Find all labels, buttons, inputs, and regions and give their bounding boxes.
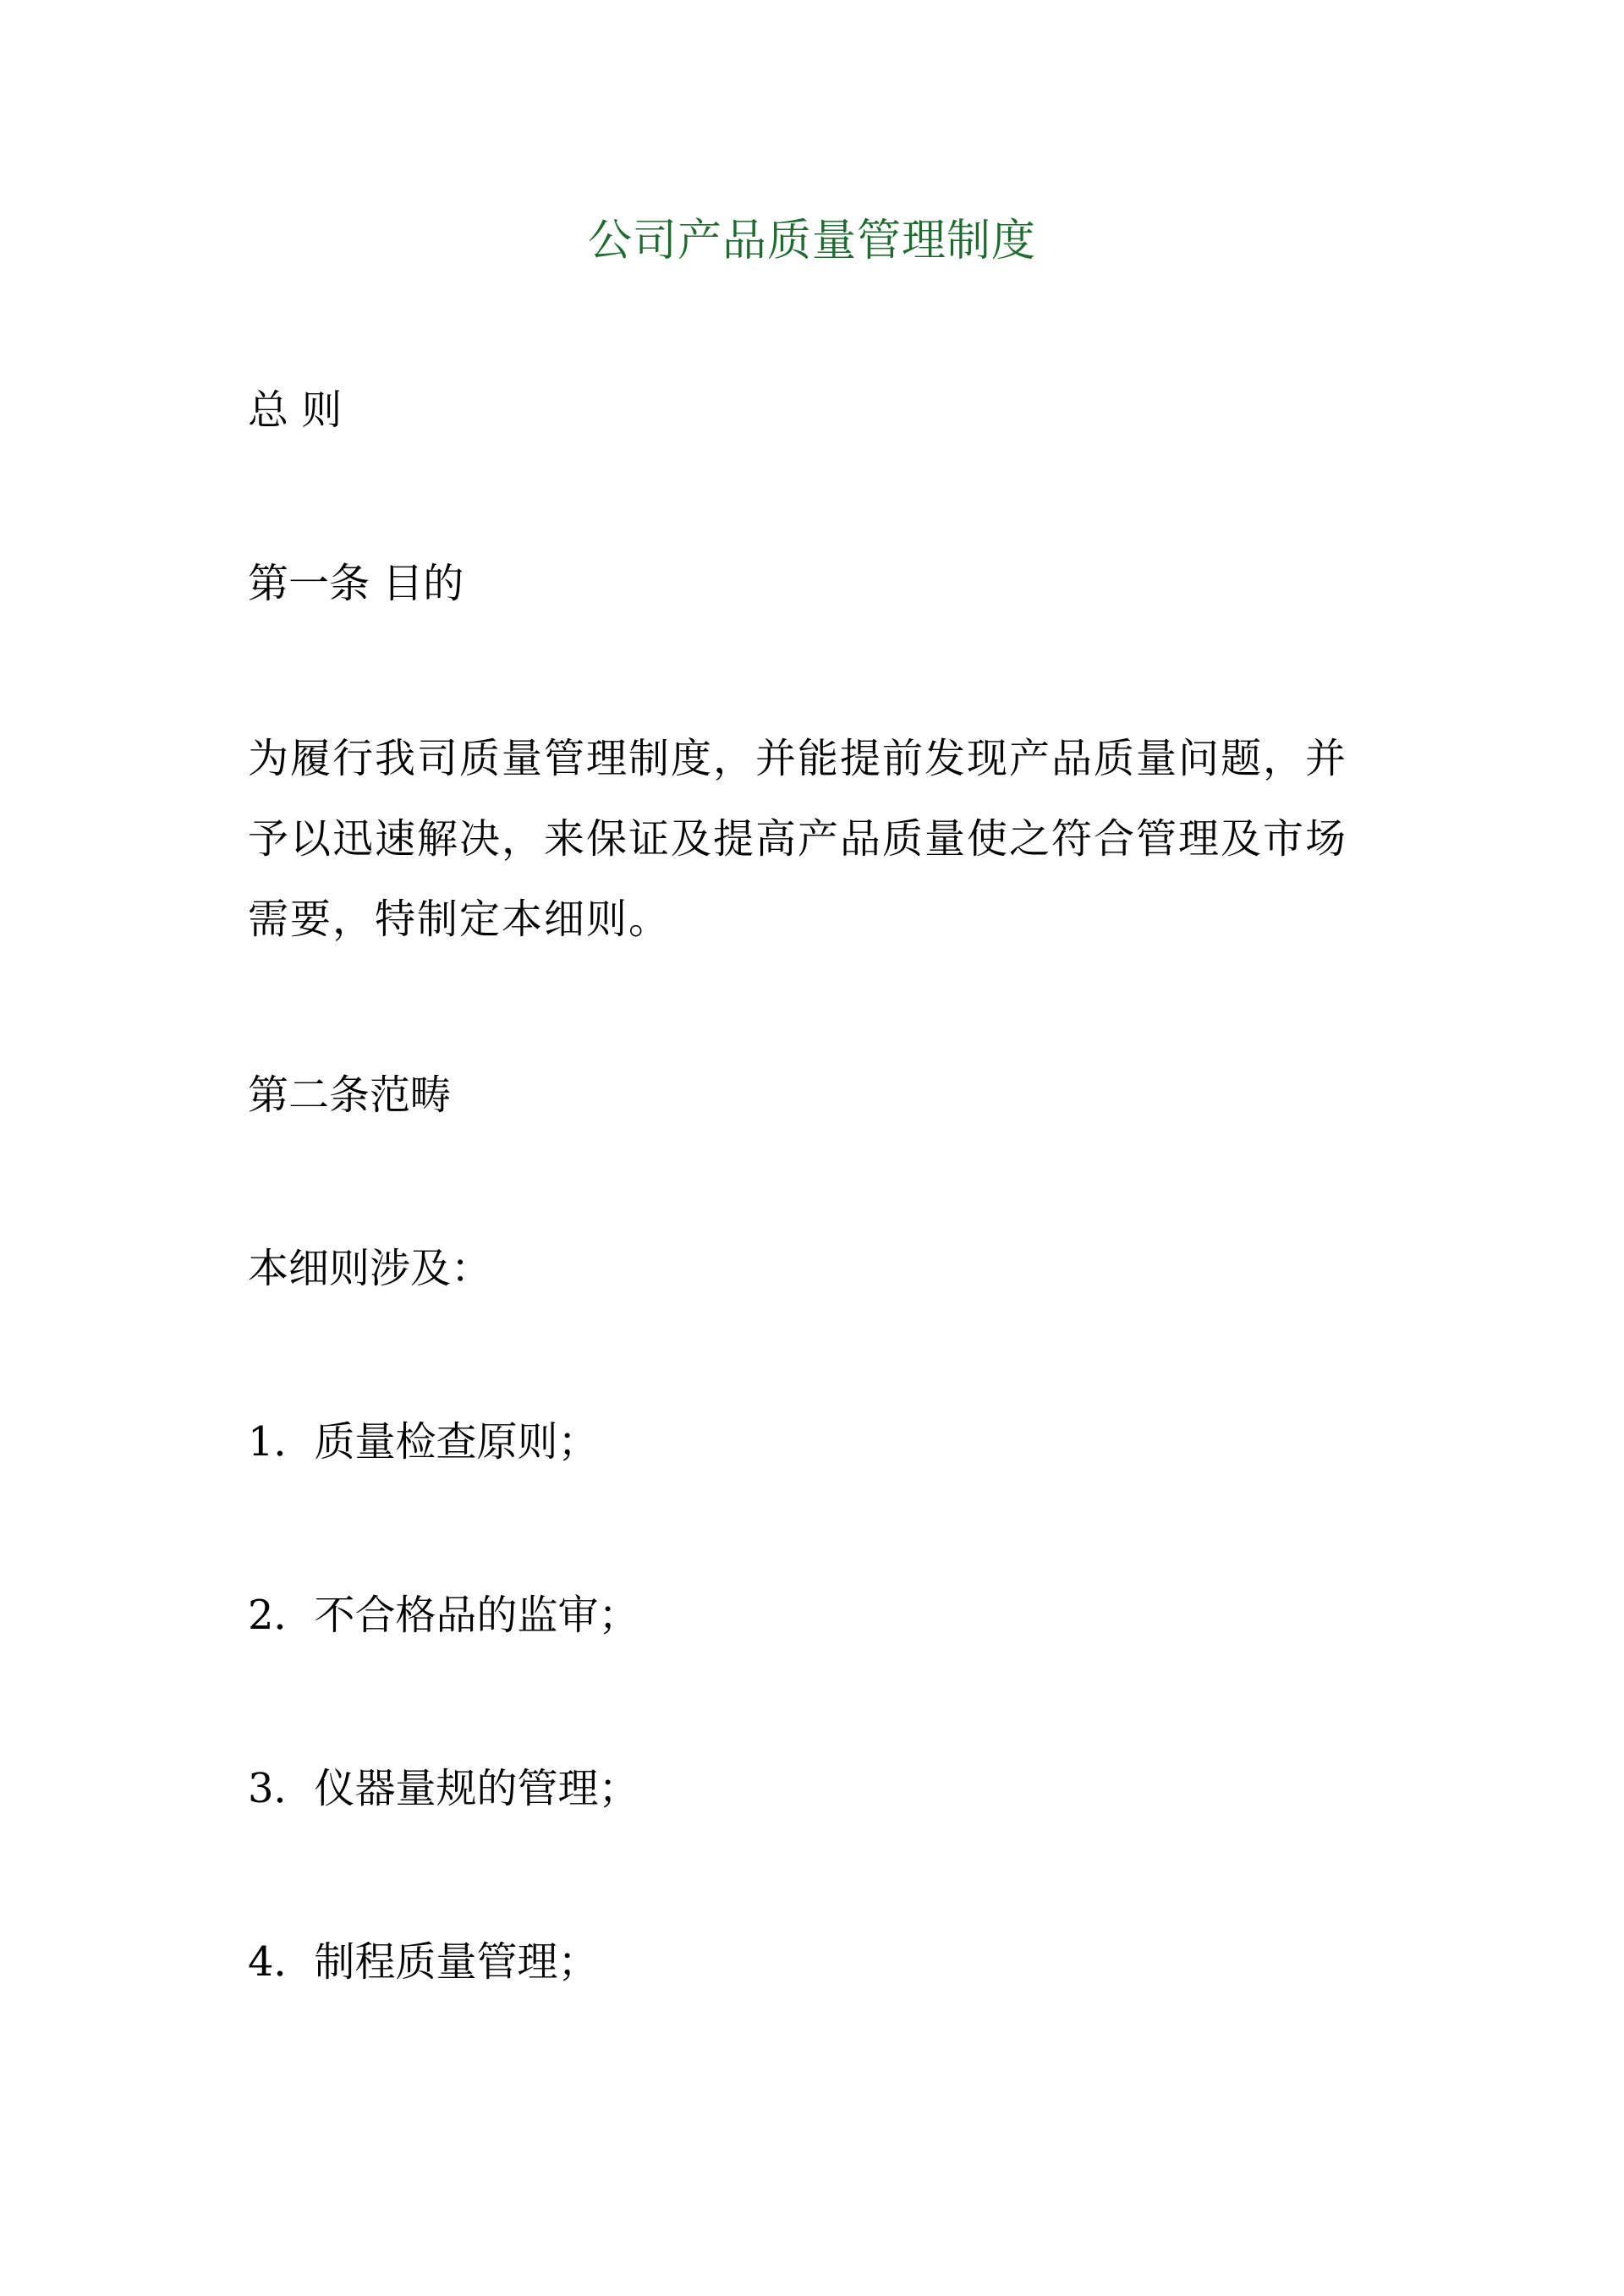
list-item: 3．仪器量规的管理； — [248, 1765, 639, 1812]
list-item: 1．质量检查原则； — [248, 1418, 599, 1466]
article-2-heading: 第二条范畴 — [248, 1071, 452, 1119]
section-heading: 总 则 — [248, 386, 343, 434]
paragraph-line-2: 予以迅速解决，来保证及提高产品质量使之符合管理及市场 — [248, 815, 1348, 863]
list-item: 2．不合格品的监审； — [248, 1592, 639, 1639]
document-title: 公司产品质量管理制度 — [587, 216, 1036, 266]
paragraph-line-3: 需要，特制定本细则。 — [248, 896, 672, 943]
scope-intro: 本细则涉及： — [248, 1245, 492, 1292]
article-1-paragraph — [248, 719, 1381, 960]
list-item: 4．制程质量管理； — [248, 1938, 599, 1986]
article-1-heading: 第一条 目的 — [248, 560, 464, 607]
paragraph-line-1: 为履行我司质量管理制度，并能提前发现产品质量问题，并 — [248, 735, 1348, 782]
